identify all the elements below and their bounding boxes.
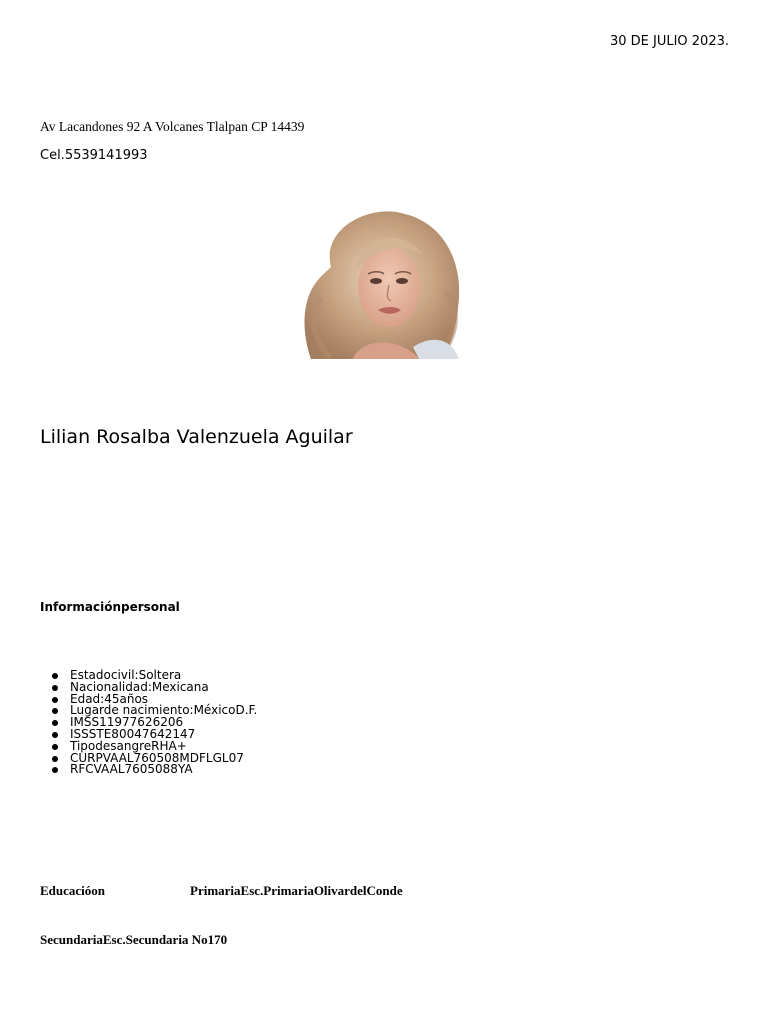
- info-estado-civil: Estadocivil:Soltera: [70, 668, 182, 682]
- bullet-icon: [52, 720, 58, 726]
- info-tipo-sangre: TipodesangreRHA+: [70, 738, 187, 753]
- personal-info-list: [70, 670, 257, 776]
- bullet-icon: [52, 697, 58, 703]
- education-secondary: SecundariaEsc.Secundaria No170: [40, 932, 228, 947]
- portrait-photo-icon: [301, 207, 464, 359]
- info-imss: IMSS11977626206: [70, 715, 184, 730]
- info-nacionalidad: Nacionalidad:Mexicana: [70, 679, 209, 694]
- info-edad: Edad:45años: [70, 691, 149, 706]
- address-line: Av Lacandones 92 A Volcanes Tlalpan CP 14439: [40, 119, 305, 134]
- education-heading: Educacióon: [40, 883, 106, 898]
- bullet-icon: [52, 732, 58, 738]
- list-item: [70, 764, 257, 776]
- document-date: 30 DE JULIO 2023.: [609, 34, 729, 49]
- bullet-icon: [52, 744, 58, 750]
- bullet-icon: [52, 685, 58, 691]
- personal-info-heading: Informaciónpersonal: [40, 600, 180, 614]
- info-issste: ISSSTE80047642147: [70, 726, 196, 741]
- bullet-icon: [52, 756, 58, 762]
- bullet-icon: [52, 767, 58, 773]
- phone-number: Cel.5539141993: [40, 148, 148, 163]
- bullet-icon: [52, 708, 58, 714]
- education-primary: PrimariaEsc.PrimariaOlivardelConde: [190, 883, 403, 898]
- profile-photo: [301, 207, 464, 359]
- bullet-icon: [52, 673, 58, 679]
- info-curp: CURPVAAL760508MDFLGL07: [70, 750, 244, 765]
- info-rfc: RFCVAAL7605088YA: [70, 762, 193, 777]
- info-lugar-nacimiento: Lugarde nacimiento:MéxicoD.F.: [70, 703, 258, 718]
- full-name: Lilian Rosalba Valenzuela Aguilar: [40, 426, 353, 448]
